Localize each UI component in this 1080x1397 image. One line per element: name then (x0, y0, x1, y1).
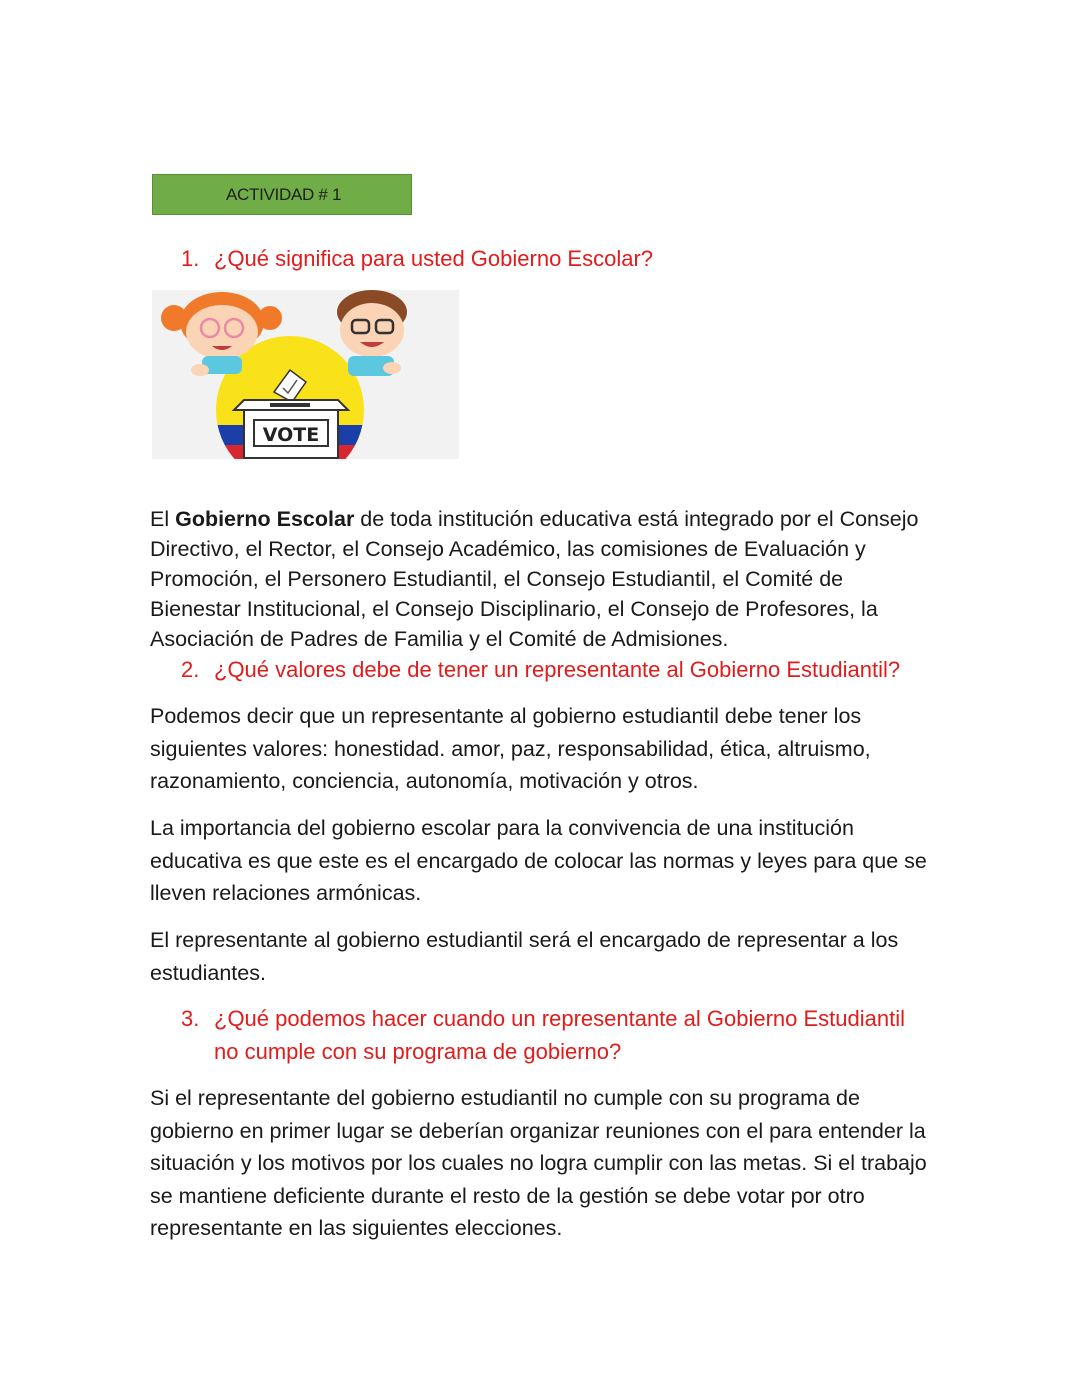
voting-children-image (152, 290, 459, 459)
question-number: 3. (181, 1006, 200, 1031)
question-text-line-2: no cumple con su programa de gobierno? (214, 1039, 622, 1064)
question-number: 1. (181, 246, 200, 271)
answer-1-rest: de toda institución educativa está integrado por el Consejo Directivo, el Rector, el Consejo Académico, las comisiones de Evaluación y Promoción, el Personero Estudiantil, el Consejo Estudiantil, el Comité de Bienestar Institucional, el Consejo Disciplinario, el Consejo de Profesores, la Asociación de Padres de Familia y el Comité de Admisiones. (150, 507, 919, 651)
importance-paragraph: La importancia del gobierno escolar para la convivencia de una institución educativa es que este es el encargado de colocar las normas y leyes para que se lleven relaciones armónicas. (150, 816, 927, 905)
representative-paragraph: El representante al gobierno estudiantil será el encargado de representar a los estudiantes. (150, 928, 899, 985)
voting-illustration (152, 290, 459, 459)
question-1 (181, 242, 941, 275)
ballot-box-icon (234, 400, 348, 458)
answer-1-paragraph (150, 504, 930, 654)
boy-character (337, 290, 407, 376)
answer-1-prefix: El (150, 507, 176, 531)
question-number: 2. (181, 657, 200, 682)
answer-2-paragraph: Podemos decir que un representante al gobierno estudiantil debe tener los siguientes valores: honestidad. amor, paz, responsabilidad, ética, altruismo, razonamiento, conciencia, autonomía, motivación y otros. (150, 704, 871, 793)
question-3 (181, 1002, 971, 1068)
activity-title: ACTIVIDAD # 1 (226, 184, 342, 204)
ballot-label: VOTE (262, 424, 320, 446)
question-text: ¿Qué significa para usted Gobierno Escolar? (214, 246, 654, 271)
question-2 (181, 653, 961, 686)
question-text: ¿Qué valores debe de tener un representante al Gobierno Estudiantil? (214, 657, 901, 682)
answer-3-paragraph: Si el representante del gobierno estudiantil no cumple con su programa de gobierno en primer lugar se deberían organizar reuniones con el para entender la situación y los motivos por los cuales no logra cumplir con las metas. Si el trabajo se mantiene deficiente durante el resto de la gestión se debe votar por otro representante en las siguientes elecciones. (150, 1086, 927, 1240)
question-text-line-1: ¿Qué podemos hacer cuando un representante al Gobierno Estudiantil (214, 1006, 905, 1031)
answer-1-bold-term: Gobierno Escolar (175, 507, 355, 531)
activity-title-box (152, 174, 412, 215)
